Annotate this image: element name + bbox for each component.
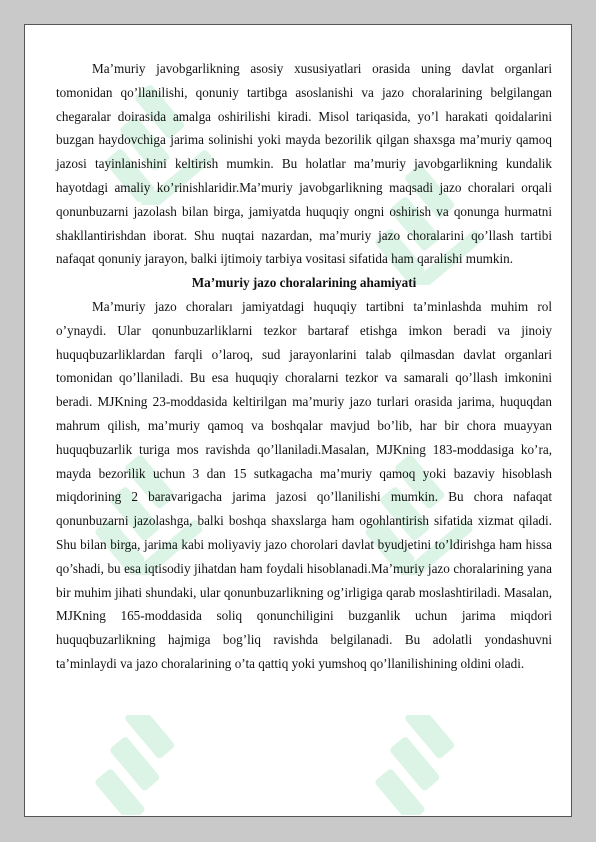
document-body [56,57,552,676]
document-page [24,24,572,817]
paragraph-1: Ma’muriy javobgarlikning asosiy xususiyatlari orasida uning davlat organlari tomonidan qo’llanilishi, qonuniy tartibga asoslanishi va jazo choralarining belgilangan chegaralar doirasida amalga oshirilishi kiradi. Misol tariqasida, yo’l harakati qoidalarini buzgan haydovchiga jarima solinishi yoki mayda bezorilik qilgan shaxsga ma’muriy qamoq jazosi tayinlanishini keltirish mumkin. Bu holatlar ma’muriy javobgarlikning kundalik hayotdagi amaliy ko’rinishlaridir.Ma’muriy javobgarlikning maqsadi jazo choralari orqali qonunbuzarni jazolash bilan birga, jamiyatda huquqiy ongni oshirish va qonunga hurmatni shakllantirishdan iborat. Shu nuqtai nazardan, ma’muriy jazo choralarini qo’llash tartibi nafaqat qonuniy jarayon, balki ijtimoiy tarbiya vositasi sifatida ham qaralishi mumkin. [56,61,552,267]
paragraph-2: Ma’muriy jazo choraları jamiyatdagi huquqiy tartibni ta’minlashda muhim rol o’ynaydi. Ular qonunbuzarliklarni tezkor bartaraf etishga imkon beradi va jinoiy huquqbuzarliklardan farqli o’laroq, sud jarayonlarini talab qilmasdan davlat organlari tomonidan qo’llaniladi. Bu esa huquqiy choralarni tezkor va samarali qo’llash imkonini beradi. MJKning 23-moddasida keltirilgan ma’muriy jazo turlari orasida jarima, huquqdan mahrum qilish, ma’muriy qamoq va boshqalar mavjud bo’lib, har bir chora muayyan huquqbuzarlik turiga mos ravishda qo’llaniladi.Masalan, MJKning 183-moddasiga ko’ra, mayda bezorilik uchun 3 dan 15 sutkagacha ma’muriy qamoq yoki bazaviy hisoblash miqdorining 2 baravarigacha jarima jazosi qo’llanilishi mumkin. Bu chora nafaqat qonunbuzarni jazolashga, balki boshqa shaxslarga ham ogohlantirish sifatida xizmat qiladi. Shu bilan birga, jarima kabi moliyaviy jazo chorolari davlat byudjetini to’ldirishga ham hissa qo’shadi, bu esa iqtisodiy jihatdan ham foydali hisoblanadi.Ma’muriy jazo choralarining yana bir muhim jihati shundaki, ular qonunbuzarlikning og’irligiga qarab moslashtiriladi. Masalan, MJKning 165-moddasida soliq qonunchiligini buzganlik uchun jarima miqdori huquqbuzarlikning hajmiga bog’liq ravishda belgilanadi. Bu adolatli yondashuvni ta’minlaydi va jazo choralarining o’ta qattiq yoki yumshoq qo’llanilishining oldini oladi. [56,298,552,671]
section-heading: Ma’muriy jazo choralarining ahamiyati [191,275,417,291]
watermark-logo [85,715,205,815]
watermark-logo [365,715,485,815]
